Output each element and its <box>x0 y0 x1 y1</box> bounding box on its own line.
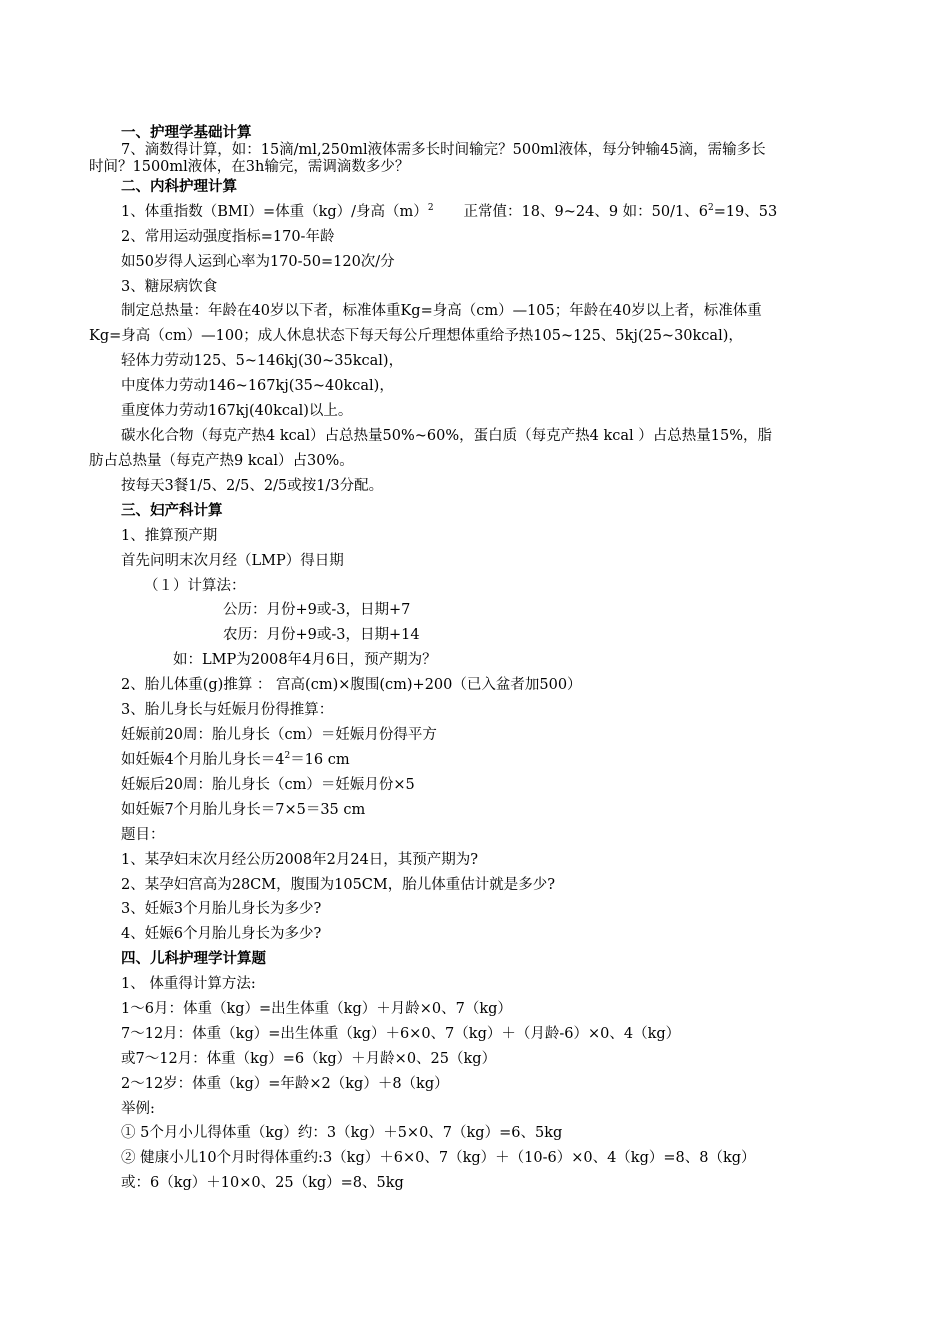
bmi-example-result: =19、53 <box>713 204 778 220</box>
lmp-instruction: 首先问明末次月经（LMP）得日期 <box>121 553 344 569</box>
question-4: 4、妊娠6个月胎儿身长为多少? <box>121 926 322 942</box>
diabetes-diet-heading: 3、糖尿病饮食 <box>121 279 218 295</box>
weight-2-12-years: 2～12岁：体重（kg）=年龄×2（kg）＋8（kg） <box>121 1076 449 1092</box>
bmi-formula-exponent: 2 <box>427 203 434 214</box>
question-2: 2、某孕妇宫高为28CM，腹围为105CM，胎儿体重估计就是多少? <box>121 877 556 893</box>
weight-7-12-months-alt: 或7～12月：体重（kg）=6（kg）＋月龄×0、25（kg） <box>121 1051 497 1067</box>
weight-method-heading: 1、 体重得计算方法: <box>121 976 256 992</box>
nutrient-ratio-line-2: 肪占总热量（每克产热9 kcal）占30%。 <box>89 453 354 469</box>
fetal-length-before-20-example <box>121 751 350 769</box>
section-2-heading: 二、内科护理计算 <box>121 178 237 195</box>
drip-rate-question-line-2: 时间？1500ml液体，在3h输完，需调滴数多少？ <box>89 159 410 175</box>
exercise-intensity-example: 如50岁得人运到心率为170-50=120次/分 <box>121 254 395 270</box>
section-3-heading: 三、妇产科计算 <box>121 502 223 519</box>
fetal-weight-formula: 2、胎儿体重(g)推算 ： 宫高(cm)×腹围(cm)+200（已入盆者加500） <box>121 677 582 693</box>
examples-label: 举例: <box>121 1101 155 1117</box>
example-result: ＝16 cm <box>290 752 350 768</box>
fetal-length-after-20-example: 如妊娠7个月胎儿身长＝7×5＝35 cm <box>121 802 366 818</box>
nutrient-ratio-line-1: 碳水化合物（每克产热4 kcal）占总热量50%~60%，蛋白质（每克产热4 kcal ）占总热量15%，脂 <box>121 428 772 444</box>
questions-label: 题目： <box>121 827 165 843</box>
heavy-labor-calorie: 重度体力劳动167kj(40kcal)以上。 <box>121 403 353 419</box>
example-text: 如妊娠4个月胎儿身长＝4 <box>121 752 285 768</box>
calculation-method-heading: （１）计算法： <box>144 578 246 594</box>
question-3: 3、妊娠3个月胎儿身长为多少? <box>121 901 322 917</box>
example-2: ② 健康小儿10个月时得体重约:3（kg）＋6×0、7（kg）＋（10-6）×0、4（kg）=8、8（kg） <box>121 1150 756 1166</box>
bmi-normal-range: 正常值：18、9~24、9 如：50/1、6 <box>463 204 708 220</box>
bmi-line <box>121 203 777 221</box>
bmi-formula: 1、体重指数（BMI）=体重（kg）/身高（m） <box>121 204 428 220</box>
fetal-length-after-20-weeks: 妊娠后20周：胎儿身长（cm）＝妊娠月份×5 <box>121 777 415 793</box>
example-2-alt: 或：6（kg）＋10×0、25（kg）=8、5kg <box>121 1175 404 1191</box>
question-1: 1、某孕妇末次月经公历2008年2月24日，其预产期为? <box>121 852 479 868</box>
fetal-length-heading: 3、胎儿身长与妊娠月份得推算： <box>121 702 334 718</box>
lunar-calendar-rule: 农历：月份+9或-3，日期+14 <box>223 627 420 643</box>
fetal-length-before-20-weeks: 妊娠前20周：胎儿身长（cm）＝妊娠月份得平方 <box>121 727 437 743</box>
due-date-heading: 1、推算预产期 <box>121 528 218 544</box>
medium-labor-calorie: 中度体力劳动146~167kj(35~40kcal)， <box>121 378 394 394</box>
section-4-heading: 四、儿科护理学计算题 <box>121 950 266 967</box>
total-calorie-line-2: Kg=身高（cm）—100；成人休息状态下每天每公斤理想体重给予热105~125、5kj(25~30kcal)， <box>89 328 743 344</box>
exercise-intensity-formula: 2、常用运动强度指标=170-年龄 <box>121 229 335 245</box>
drip-rate-question-line-1: 7、滴数得计算，如：15滴/ml,250ml液体需多长时间输完？500ml液体，每分钟输45滴，需输多长 <box>121 142 766 158</box>
solar-calendar-rule: 公历：月份+9或-3，日期+7 <box>223 602 411 618</box>
bmi-example-exponent: 2 <box>707 203 714 214</box>
meal-distribution: 按每天3餐1/5、2/5、2/5或按1/3分配。 <box>121 478 384 494</box>
example-exponent: 2 <box>284 751 291 762</box>
section-1-heading: 一、护理学基础计算 <box>121 124 252 141</box>
light-labor-calorie: 轻体力劳动125、5~146kj(30~35kcal)， <box>121 353 404 369</box>
total-calorie-line-1: 制定总热量：年龄在40岁以下者，标准体重Kg=身高（cm）—105；年龄在40岁以上者，标准体重 <box>121 303 762 319</box>
due-date-example: 如：LMP为2008年4月6日，预产期为？ <box>173 652 437 668</box>
weight-1-6-months: 1～6月：体重（kg）=出生体重（kg）＋月龄×0、7（kg） <box>121 1001 512 1017</box>
example-1: ① 5个月小儿得体重（kg）约：3（kg）＋5×0、7（kg）=6、5kg <box>121 1125 563 1141</box>
weight-7-12-months: 7～12月：体重（kg）=出生体重（kg）＋6×0、7（kg）＋（月龄-6）×0、4（kg） <box>121 1026 681 1042</box>
